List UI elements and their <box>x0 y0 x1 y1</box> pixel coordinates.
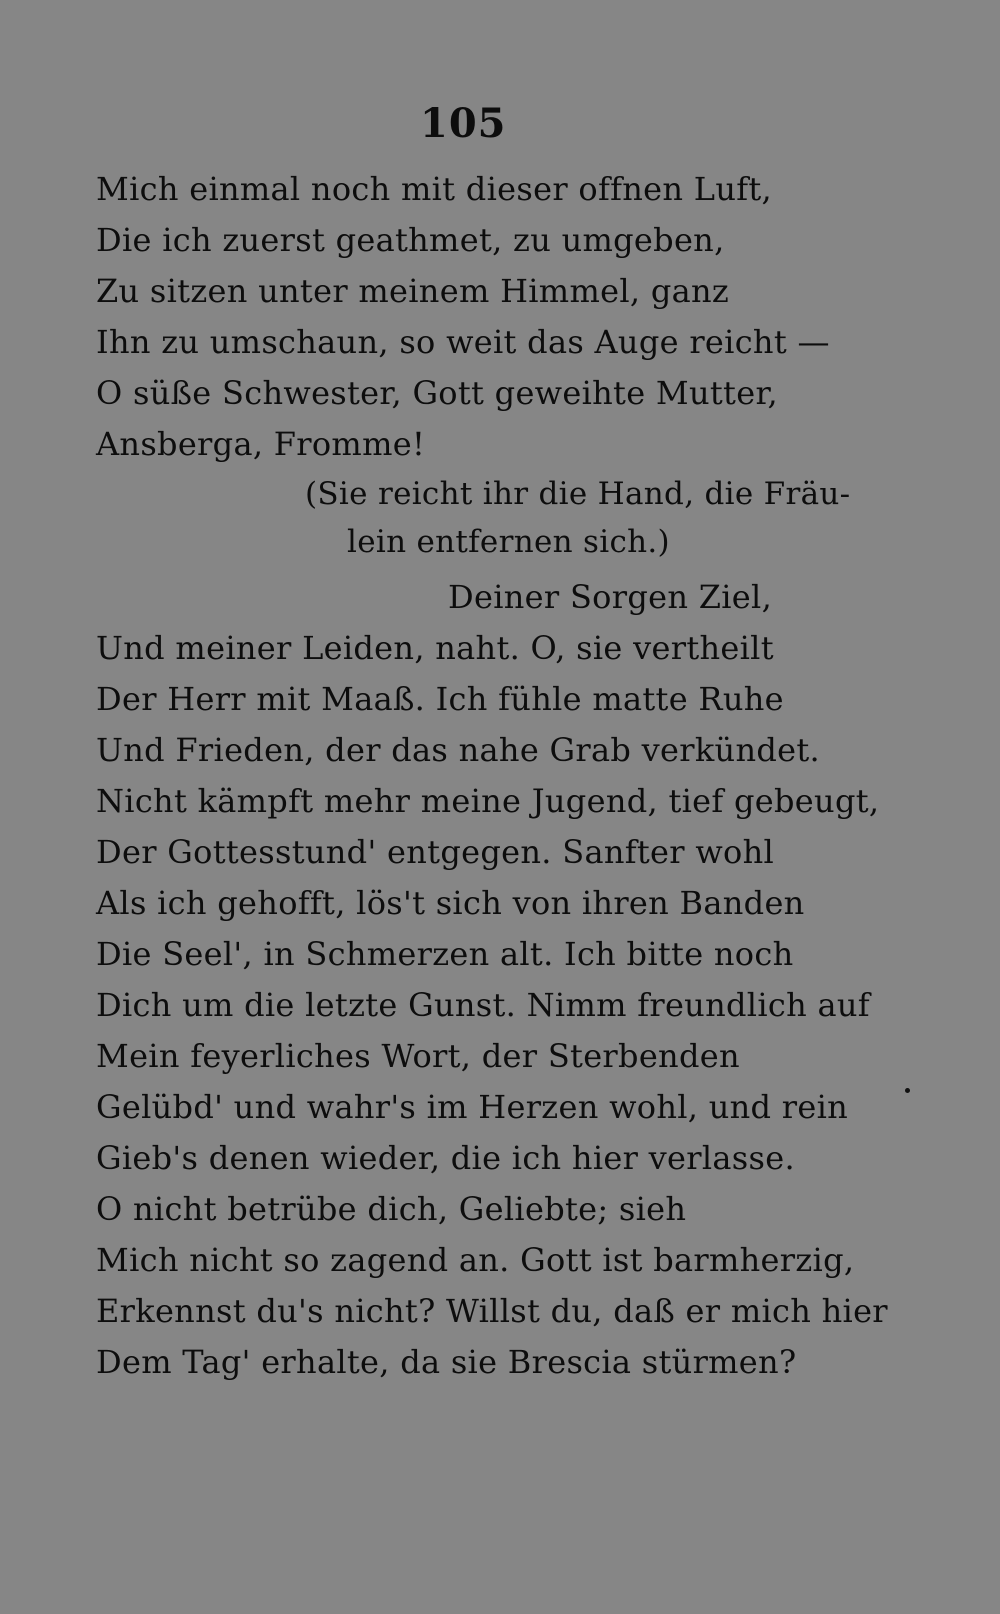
stage-direction: (Sie reicht ihr die Hand, die Fräu- <box>305 476 851 512</box>
verse-line: Erkennst du's nicht? Willst du, daß er mich hier <box>96 1292 888 1330</box>
verse-line: Mein feyerliches Wort, der Sterbenden <box>96 1037 740 1075</box>
ink-speck <box>905 1088 910 1093</box>
verse-line: O süße Schwester, Gott geweihte Mutter, <box>96 374 779 412</box>
verse-line: Dich um die letzte Gunst. Nimm freundlich auf <box>96 986 870 1024</box>
verse-line: Nicht kämpft mehr meine Jugend, tief gebeugt, <box>96 782 880 820</box>
stage-direction: lein entfernen sich.) <box>347 524 670 560</box>
page-number: 105 <box>420 100 507 147</box>
verse-line: Zu sitzen unter meinem Himmel, ganz <box>96 272 730 310</box>
verse-line: Gelübd' und wahr's im Herzen wohl, und rein <box>96 1088 849 1126</box>
verse-line: Mich einmal noch mit dieser offnen Luft, <box>96 170 772 208</box>
verse-line: Die ich zuerst geathmet, zu umgeben, <box>96 221 725 259</box>
verse-line: Ansberga, Fromme! <box>96 425 426 463</box>
verse-line: Gieb's denen wieder, die ich hier verlasse. <box>96 1139 795 1177</box>
verse-line: Der Herr mit Maaß. Ich fühle matte Ruhe <box>96 680 784 718</box>
verse-line: Und Frieden, der das nahe Grab verkündet. <box>96 731 821 769</box>
verse-line: Und meiner Leiden, naht. O, sie vertheilt <box>96 629 774 667</box>
verse-line: Dem Tag' erhalte, da sie Brescia stürmen? <box>96 1343 797 1381</box>
verse-line: Ihn zu umschaun, so weit das Auge reicht — <box>96 323 830 361</box>
verse-line: Mich nicht so zagend an. Gott ist barmherzig, <box>96 1241 855 1279</box>
verse-line: Die Seel', in Schmerzen alt. Ich bitte noch <box>96 935 794 973</box>
verse-line: Der Gottesstund' entgegen. Sanfter wohl <box>96 833 775 871</box>
verse-line: Deiner Sorgen Ziel, <box>448 578 773 616</box>
verse-line: Als ich gehofft, lös't sich von ihren Banden <box>96 884 805 922</box>
verse-line: O nicht betrübe dich, Geliebte; sieh <box>96 1190 687 1228</box>
